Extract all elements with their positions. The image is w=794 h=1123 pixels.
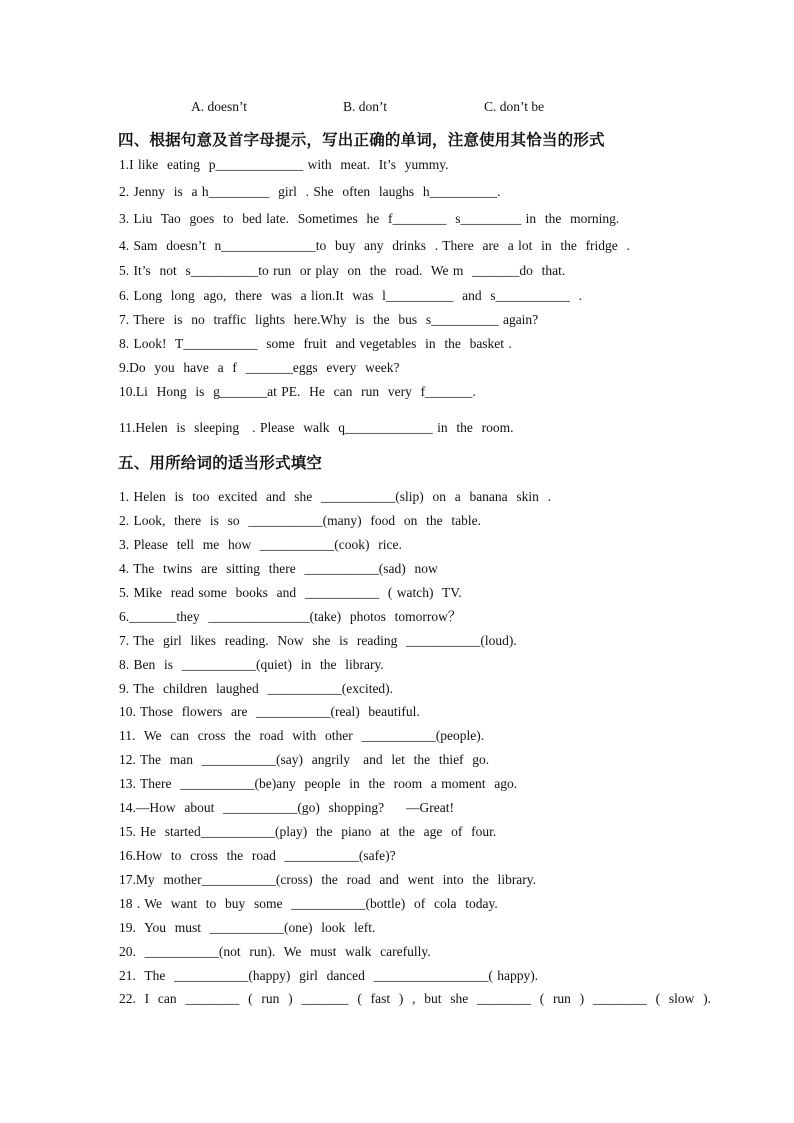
s5-question-21: 21. The ___________(happy) girl danced _________________( happy). (119, 968, 539, 983)
s5-question-2: 2. Look, there is so ___________(many) food on the table. (119, 513, 481, 528)
s4-question-10: 10.Li Hong is g_______at PE. He can run very f_______. (119, 384, 476, 399)
s4-question-6: 6. Long long ago, there was a lion.It was l__________ and s___________ . (119, 288, 582, 303)
s5-question-18: 18 . We want to buy some ___________(bottle) of cola today. (119, 896, 498, 911)
option-b: B. don’t (343, 99, 388, 114)
s4-question-3: 3. Liu Tao goes to bed late. Sometimes he f________ s_________ in the morning. (119, 211, 620, 226)
s4-question-7: 7. There is no traffic lights here.Why is the bus s__________ again? (119, 312, 539, 327)
s4-question-2: 2. Jenny is a h_________ girl . She often laughs h__________. (119, 184, 501, 199)
s4-question-1: 1.I like eating p_____________ with meat. It’s yummy. (119, 157, 449, 172)
s5-question-14: 14.—How about ___________(go) shopping? —Great! (119, 800, 454, 815)
s5-question-8: 8. Ben is ___________(quiet) in the library. (119, 657, 384, 672)
s5-question-6: 6._______they _______________(take) photos tomorrow？ (119, 609, 462, 624)
s5-question-20: 20. ___________(not run). We must walk carefully. (119, 944, 431, 959)
option-a: A. doesn’t (191, 99, 247, 114)
s5-question-9: 9. The children laughed ___________(excited). (119, 681, 394, 696)
s4-question-4: 4. Sam doesn’t n______________to buy any drinks . There are a lot in the fridge . (119, 238, 630, 253)
s5-question-15: 15. He started___________(play) the piano at the age of four. (119, 824, 497, 839)
s5-question-13: 13. There ___________(be)any people in the room a moment ago. (119, 776, 518, 791)
s5-question-22: 22. I can ________ ( run ) _______ ( fast ) , but she ________ ( run ) ________ ( slow ). (119, 991, 712, 1006)
s5-question-17: 17.My mother___________(cross) the road and went into the library. (119, 872, 537, 887)
section-5-heading: 五、用所给词的适当形式填空 (118, 454, 323, 472)
s5-question-10: 10. Those flowers are ___________(real) beautiful. (119, 704, 420, 719)
s5-question-12: 12. The man ___________(say) angrily and let the thief go. (119, 752, 490, 767)
s5-question-1: 1. Helen is too excited and she ___________(slip) on a banana skin . (119, 489, 552, 504)
s4-question-9: 9.Do you have a f _______eggs every week? (119, 360, 400, 375)
s5-question-5: 5. Mike read some books and ___________ ( watch) TV. (119, 585, 462, 600)
option-c: C. don’t be (484, 99, 545, 114)
s4-question-5: 5. It’s not s__________to run or play on the road. We m _______do that. (119, 263, 566, 278)
s5-question-11: 11. We can cross the road with other ___________(people). (119, 728, 485, 743)
s5-question-19: 19. You must ___________(one) look left. (119, 920, 376, 935)
section-4-heading: 四、根据句意及首字母提示，写出正确的单词，注意使用其恰当的形式 (118, 131, 605, 149)
s4-question-11: 11.Helen is sleeping . Please walk q_____________ in the room. (119, 420, 514, 435)
s5-question-3: 3. Please tell me how ___________(cook) rice. (119, 537, 402, 552)
s5-question-16: 16.How to cross the road ___________(safe)? (119, 848, 396, 863)
s5-question-7: 7. The girl likes reading. Now she is reading ___________(loud). (119, 633, 517, 648)
s4-question-8: 8. Look! T___________ some fruit and vegetables in the basket . (119, 336, 512, 351)
s5-question-4: 4. The twins are sitting there ___________(sad) now (119, 561, 438, 576)
